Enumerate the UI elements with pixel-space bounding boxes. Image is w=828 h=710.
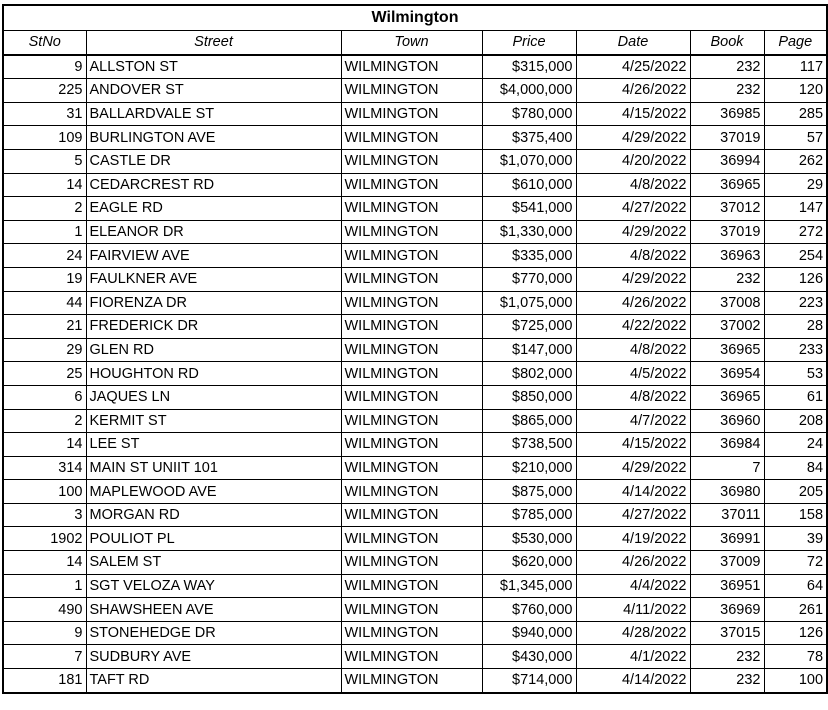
cell-town: WILMINGTON xyxy=(341,574,482,598)
cell-street: FAULKNER AVE xyxy=(86,267,341,291)
table-row xyxy=(3,503,827,527)
column-header-page: Page xyxy=(764,31,827,55)
cell-price: $802,000 xyxy=(482,362,576,386)
cell-page: 61 xyxy=(764,385,827,409)
cell-price: $738,500 xyxy=(482,433,576,457)
table-row xyxy=(3,621,827,645)
cell-page: 285 xyxy=(764,102,827,126)
cell-stno: 5 xyxy=(3,149,86,173)
cell-date: 4/29/2022 xyxy=(576,220,690,244)
cell-date: 4/28/2022 xyxy=(576,621,690,645)
title-row xyxy=(3,5,827,31)
table-row xyxy=(3,197,827,221)
cell-date: 4/15/2022 xyxy=(576,433,690,457)
table-row xyxy=(3,598,827,622)
cell-stno: 19 xyxy=(3,267,86,291)
cell-page: 24 xyxy=(764,433,827,457)
cell-price: $4,000,000 xyxy=(482,79,576,103)
table-row xyxy=(3,173,827,197)
cell-stno: 6 xyxy=(3,385,86,409)
sales-table-sheet xyxy=(2,4,826,694)
cell-page: 72 xyxy=(764,551,827,575)
cell-page: 158 xyxy=(764,503,827,527)
cell-book: 36984 xyxy=(690,433,764,457)
cell-page: 120 xyxy=(764,79,827,103)
cell-date: 4/8/2022 xyxy=(576,385,690,409)
cell-stno: 14 xyxy=(3,551,86,575)
cell-price: $785,000 xyxy=(482,503,576,527)
cell-stno: 14 xyxy=(3,433,86,457)
column-header-date: Date xyxy=(576,31,690,55)
table-title: Wilmington xyxy=(3,5,827,31)
cell-street: FIORENZA DR xyxy=(86,291,341,315)
cell-book: 36985 xyxy=(690,102,764,126)
cell-town: WILMINGTON xyxy=(341,149,482,173)
cell-town: WILMINGTON xyxy=(341,480,482,504)
table-row xyxy=(3,527,827,551)
cell-date: 4/8/2022 xyxy=(576,338,690,362)
cell-town: WILMINGTON xyxy=(341,197,482,221)
cell-street: MAIN ST UNIIT 101 xyxy=(86,456,341,480)
table-row xyxy=(3,480,827,504)
cell-price: $375,400 xyxy=(482,126,576,150)
cell-street: KERMIT ST xyxy=(86,409,341,433)
cell-date: 4/20/2022 xyxy=(576,149,690,173)
cell-page: 126 xyxy=(764,267,827,291)
cell-page: 57 xyxy=(764,126,827,150)
header-row xyxy=(3,31,827,55)
cell-town: WILMINGTON xyxy=(341,385,482,409)
cell-town: WILMINGTON xyxy=(341,173,482,197)
cell-stno: 7 xyxy=(3,645,86,669)
cell-date: 4/26/2022 xyxy=(576,291,690,315)
cell-street: BURLINGTON AVE xyxy=(86,126,341,150)
cell-street: SHAWSHEEN AVE xyxy=(86,598,341,622)
cell-price: $541,000 xyxy=(482,197,576,221)
cell-book: 37019 xyxy=(690,220,764,244)
cell-town: WILMINGTON xyxy=(341,267,482,291)
cell-street: LEE ST xyxy=(86,433,341,457)
cell-town: WILMINGTON xyxy=(341,244,482,268)
cell-page: 84 xyxy=(764,456,827,480)
cell-street: SGT VELOZA WAY xyxy=(86,574,341,598)
cell-date: 4/8/2022 xyxy=(576,173,690,197)
cell-stno: 9 xyxy=(3,621,86,645)
cell-date: 4/19/2022 xyxy=(576,527,690,551)
cell-town: WILMINGTON xyxy=(341,621,482,645)
cell-street: CASTLE DR xyxy=(86,149,341,173)
cell-price: $1,070,000 xyxy=(482,149,576,173)
cell-street: HOUGHTON RD xyxy=(86,362,341,386)
cell-stno: 14 xyxy=(3,173,86,197)
cell-price: $210,000 xyxy=(482,456,576,480)
cell-date: 4/14/2022 xyxy=(576,669,690,693)
cell-book: 37008 xyxy=(690,291,764,315)
cell-price: $850,000 xyxy=(482,385,576,409)
cell-street: POULIOT PL xyxy=(86,527,341,551)
cell-stno: 3 xyxy=(3,503,86,527)
cell-stno: 31 xyxy=(3,102,86,126)
cell-town: WILMINGTON xyxy=(341,433,482,457)
cell-price: $865,000 xyxy=(482,409,576,433)
cell-town: WILMINGTON xyxy=(341,503,482,527)
cell-street: SUDBURY AVE xyxy=(86,645,341,669)
table-row xyxy=(3,574,827,598)
cell-town: WILMINGTON xyxy=(341,126,482,150)
cell-stno: 109 xyxy=(3,126,86,150)
cell-street: EAGLE RD xyxy=(86,197,341,221)
cell-book: 232 xyxy=(690,645,764,669)
cell-price: $620,000 xyxy=(482,551,576,575)
cell-page: 64 xyxy=(764,574,827,598)
cell-price: $1,345,000 xyxy=(482,574,576,598)
cell-street: BALLARDVALE ST xyxy=(86,102,341,126)
cell-stno: 9 xyxy=(3,55,86,79)
column-header-town: Town xyxy=(341,31,482,55)
cell-stno: 1 xyxy=(3,574,86,598)
cell-price: $875,000 xyxy=(482,480,576,504)
cell-book: 36960 xyxy=(690,409,764,433)
cell-price: $335,000 xyxy=(482,244,576,268)
table-row xyxy=(3,220,827,244)
table-row xyxy=(3,79,827,103)
cell-page: 208 xyxy=(764,409,827,433)
cell-book: 36965 xyxy=(690,385,764,409)
cell-date: 4/26/2022 xyxy=(576,551,690,575)
cell-stno: 1902 xyxy=(3,527,86,551)
cell-page: 147 xyxy=(764,197,827,221)
column-header-book: Book xyxy=(690,31,764,55)
cell-street: SALEM ST xyxy=(86,551,341,575)
cell-date: 4/29/2022 xyxy=(576,126,690,150)
cell-price: $940,000 xyxy=(482,621,576,645)
cell-book: 37011 xyxy=(690,503,764,527)
cell-date: 4/4/2022 xyxy=(576,574,690,598)
column-header-price: Price xyxy=(482,31,576,55)
cell-date: 4/27/2022 xyxy=(576,503,690,527)
cell-book: 232 xyxy=(690,55,764,79)
cell-page: 261 xyxy=(764,598,827,622)
table-row xyxy=(3,315,827,339)
cell-price: $147,000 xyxy=(482,338,576,362)
column-header-stno: StNo xyxy=(3,31,86,55)
cell-town: WILMINGTON xyxy=(341,315,482,339)
cell-price: $780,000 xyxy=(482,102,576,126)
cell-date: 4/7/2022 xyxy=(576,409,690,433)
cell-stno: 1 xyxy=(3,220,86,244)
table-row xyxy=(3,267,827,291)
cell-price: $1,075,000 xyxy=(482,291,576,315)
cell-town: WILMINGTON xyxy=(341,102,482,126)
cell-book: 36991 xyxy=(690,527,764,551)
cell-street: FAIRVIEW AVE xyxy=(86,244,341,268)
cell-street: GLEN RD xyxy=(86,338,341,362)
cell-book: 36980 xyxy=(690,480,764,504)
cell-street: MORGAN RD xyxy=(86,503,341,527)
cell-book: 7 xyxy=(690,456,764,480)
cell-price: $1,330,000 xyxy=(482,220,576,244)
cell-stno: 2 xyxy=(3,197,86,221)
table-row xyxy=(3,102,827,126)
cell-town: WILMINGTON xyxy=(341,645,482,669)
cell-page: 233 xyxy=(764,338,827,362)
table-row xyxy=(3,385,827,409)
cell-page: 223 xyxy=(764,291,827,315)
cell-town: WILMINGTON xyxy=(341,669,482,693)
cell-page: 28 xyxy=(764,315,827,339)
cell-page: 39 xyxy=(764,527,827,551)
cell-price: $315,000 xyxy=(482,55,576,79)
cell-book: 36994 xyxy=(690,149,764,173)
cell-street: MAPLEWOOD AVE xyxy=(86,480,341,504)
table-row xyxy=(3,362,827,386)
table-row xyxy=(3,244,827,268)
cell-date: 4/5/2022 xyxy=(576,362,690,386)
cell-stno: 314 xyxy=(3,456,86,480)
cell-stno: 21 xyxy=(3,315,86,339)
cell-street: FREDERICK DR xyxy=(86,315,341,339)
cell-town: WILMINGTON xyxy=(341,409,482,433)
cell-book: 232 xyxy=(690,267,764,291)
cell-date: 4/1/2022 xyxy=(576,645,690,669)
cell-book: 36965 xyxy=(690,173,764,197)
cell-price: $770,000 xyxy=(482,267,576,291)
column-header-street: Street xyxy=(86,31,341,55)
cell-book: 37009 xyxy=(690,551,764,575)
cell-book: 232 xyxy=(690,669,764,693)
cell-street: TAFT RD xyxy=(86,669,341,693)
table-row xyxy=(3,551,827,575)
table-body xyxy=(3,55,827,693)
cell-stno: 44 xyxy=(3,291,86,315)
cell-date: 4/26/2022 xyxy=(576,79,690,103)
cell-street: STONEHEDGE DR xyxy=(86,621,341,645)
cell-page: 205 xyxy=(764,480,827,504)
cell-date: 4/11/2022 xyxy=(576,598,690,622)
table-row xyxy=(3,291,827,315)
cell-town: WILMINGTON xyxy=(341,291,482,315)
cell-book: 37019 xyxy=(690,126,764,150)
cell-book: 37002 xyxy=(690,315,764,339)
cell-book: 37012 xyxy=(690,197,764,221)
cell-page: 53 xyxy=(764,362,827,386)
cell-street: ALLSTON ST xyxy=(86,55,341,79)
cell-date: 4/14/2022 xyxy=(576,480,690,504)
cell-price: $610,000 xyxy=(482,173,576,197)
table-row xyxy=(3,409,827,433)
cell-book: 232 xyxy=(690,79,764,103)
cell-town: WILMINGTON xyxy=(341,220,482,244)
cell-stno: 225 xyxy=(3,79,86,103)
cell-page: 100 xyxy=(764,669,827,693)
cell-town: WILMINGTON xyxy=(341,456,482,480)
cell-town: WILMINGTON xyxy=(341,55,482,79)
cell-book: 36969 xyxy=(690,598,764,622)
cell-price: $760,000 xyxy=(482,598,576,622)
table-row xyxy=(3,149,827,173)
table-row xyxy=(3,338,827,362)
table-row xyxy=(3,126,827,150)
cell-page: 254 xyxy=(764,244,827,268)
cell-street: CEDARCREST RD xyxy=(86,173,341,197)
cell-street: JAQUES LN xyxy=(86,385,341,409)
cell-date: 4/22/2022 xyxy=(576,315,690,339)
cell-stno: 100 xyxy=(3,480,86,504)
cell-book: 37015 xyxy=(690,621,764,645)
cell-page: 272 xyxy=(764,220,827,244)
cell-date: 4/25/2022 xyxy=(576,55,690,79)
table-row xyxy=(3,55,827,79)
cell-stno: 490 xyxy=(3,598,86,622)
cell-date: 4/29/2022 xyxy=(576,267,690,291)
cell-book: 36951 xyxy=(690,574,764,598)
cell-date: 4/8/2022 xyxy=(576,244,690,268)
cell-book: 36954 xyxy=(690,362,764,386)
cell-town: WILMINGTON xyxy=(341,79,482,103)
cell-town: WILMINGTON xyxy=(341,551,482,575)
cell-town: WILMINGTON xyxy=(341,338,482,362)
cell-town: WILMINGTON xyxy=(341,598,482,622)
table-row xyxy=(3,669,827,693)
cell-date: 4/27/2022 xyxy=(576,197,690,221)
cell-page: 29 xyxy=(764,173,827,197)
cell-street: ELEANOR DR xyxy=(86,220,341,244)
cell-date: 4/29/2022 xyxy=(576,456,690,480)
cell-stno: 29 xyxy=(3,338,86,362)
cell-stno: 181 xyxy=(3,669,86,693)
table-row xyxy=(3,645,827,669)
sales-table xyxy=(2,4,828,694)
table-row xyxy=(3,433,827,457)
cell-stno: 25 xyxy=(3,362,86,386)
table-row xyxy=(3,456,827,480)
cell-book: 36963 xyxy=(690,244,764,268)
cell-price: $430,000 xyxy=(482,645,576,669)
cell-price: $714,000 xyxy=(482,669,576,693)
cell-page: 126 xyxy=(764,621,827,645)
cell-stno: 2 xyxy=(3,409,86,433)
cell-price: $530,000 xyxy=(482,527,576,551)
cell-street: ANDOVER ST xyxy=(86,79,341,103)
cell-price: $725,000 xyxy=(482,315,576,339)
cell-stno: 24 xyxy=(3,244,86,268)
cell-page: 117 xyxy=(764,55,827,79)
cell-book: 36965 xyxy=(690,338,764,362)
cell-date: 4/15/2022 xyxy=(576,102,690,126)
cell-page: 78 xyxy=(764,645,827,669)
cell-town: WILMINGTON xyxy=(341,527,482,551)
cell-town: WILMINGTON xyxy=(341,362,482,386)
cell-page: 262 xyxy=(764,149,827,173)
